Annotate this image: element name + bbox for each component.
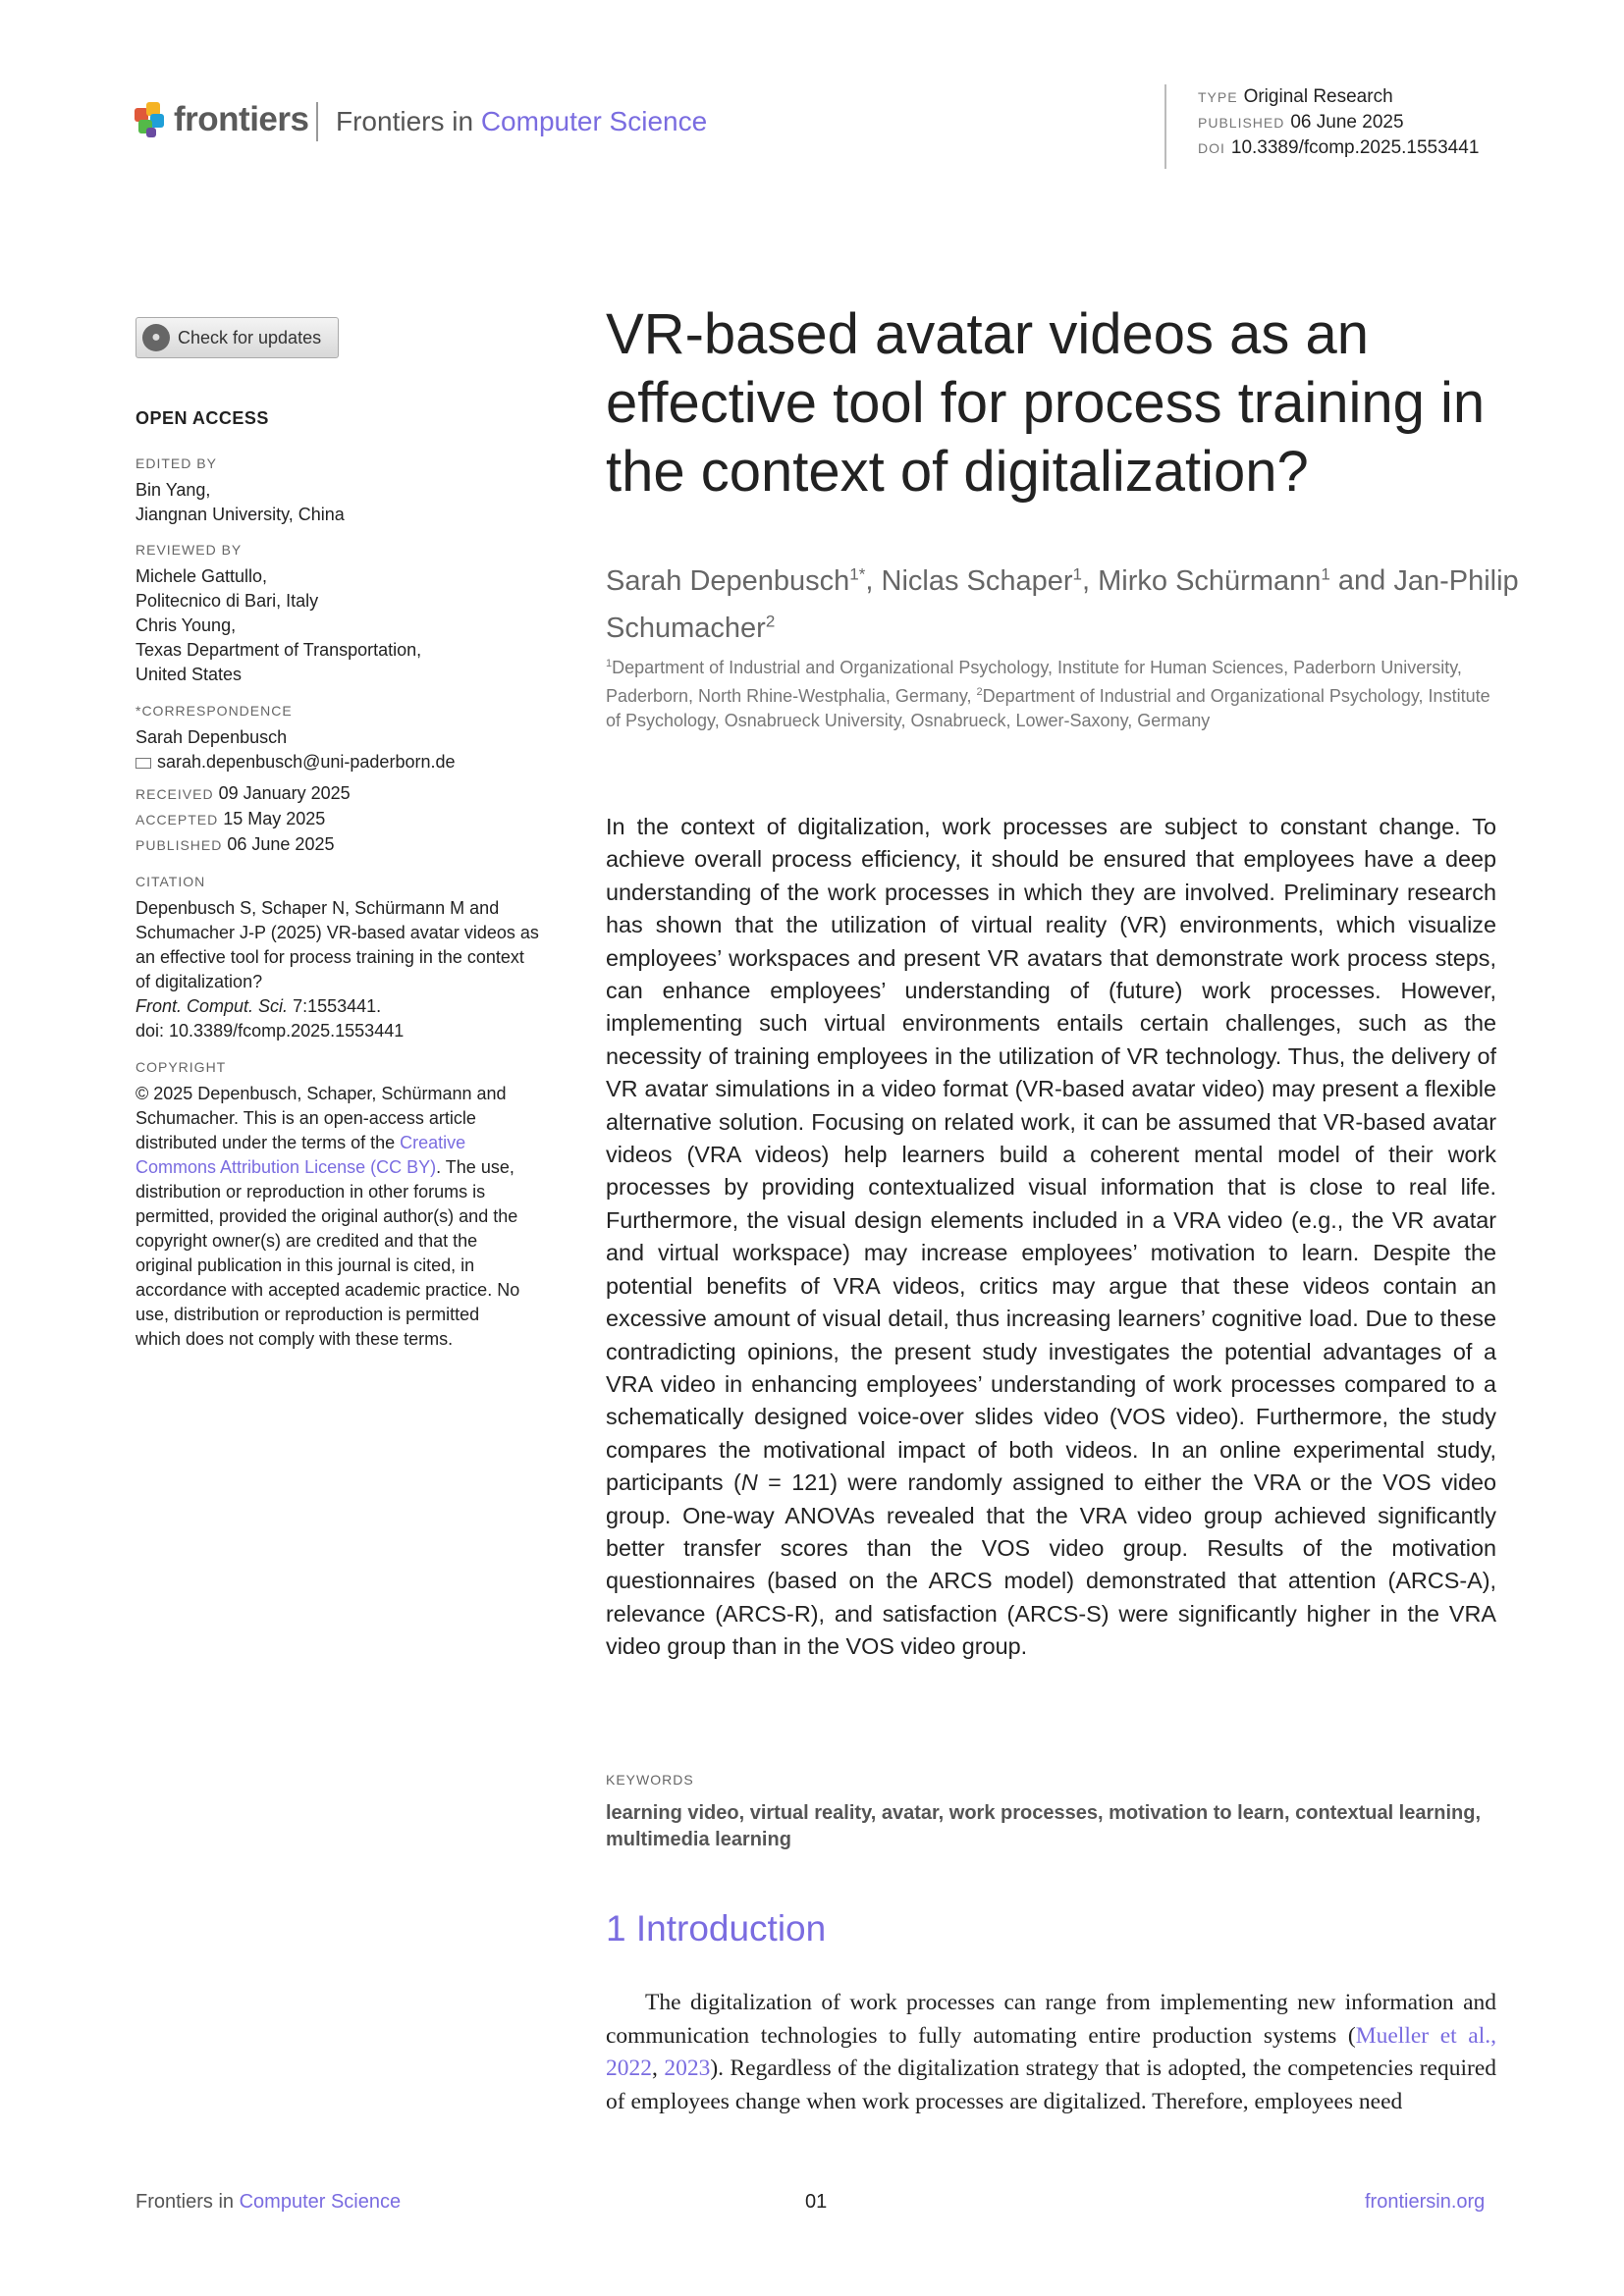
author-name: Niclas Schaper [881, 564, 1073, 597]
frontiers-logo-icon [135, 102, 166, 137]
footer-journal-prefix: Frontiers in [135, 2191, 240, 2213]
type-label: TYPE [1198, 89, 1238, 105]
author[interactable] [1098, 565, 1330, 597]
published-label: PUBLISHED [135, 837, 223, 853]
footer-site-link[interactable]: frontiersin.org [1365, 2191, 1486, 2213]
article-title: VR-based avatar videos as an effective tool for process training in the context of digitalization? [606, 302, 1486, 504]
abstract-n: N [740, 1469, 758, 1496]
author-sup: 1 [1321, 564, 1330, 583]
copyright-post: . The use, distribution or reproduction in other forums is permitted, provided the original author(s) and the copyright owner(s) are credited and that the original publication in this journal is cited, in accordance with accepted academic practice. No use, distribution or reproduction is permitted which does not comply with these terms. [135, 1157, 520, 1349]
check-updates-label: Check for updates [178, 327, 322, 347]
intro-text: The digitalization of work processes can range from implementing new information and communication technologies to fully automating entire production systems ( [606, 1990, 1496, 2049]
open-access [135, 406, 548, 431]
intro-text: ). Regardless of the digitalization strategy that is adopted, the competencies required of employees change when work processes are digitalized. Therefore, employees need [606, 2056, 1497, 2114]
check-updates-button[interactable] [135, 317, 339, 358]
type-value: Original Research [1243, 86, 1393, 107]
author-sup: 1 [1072, 564, 1082, 583]
reviewed-by-label: REVIEWED BY [135, 542, 243, 558]
author-separator: and [1329, 564, 1394, 597]
author-name: Mirko Schürmann [1098, 564, 1322, 597]
license-link[interactable]: Creative Commons Attribution License (CC BY) [135, 1133, 466, 1177]
affil-sup: 2 [976, 686, 983, 698]
copyright-section [135, 1055, 528, 1352]
citation-doi[interactable]: doi: 10.3389/fcomp.2025.1553441 [135, 1021, 405, 1041]
journal-name[interactable] [316, 102, 707, 141]
open-access-label: OPEN ACCESS [135, 408, 269, 428]
intro-paragraph [606, 1987, 1496, 2118]
author-name: Sarah Depenbusch [606, 564, 850, 597]
abstract-text: = 121) were randomly assigned to either the VRA or the VOS video group. One-way ANOVAs revealed that the VRA video group achieved significantly better transfer scores than the VOS video group. Results of the motivation questionnaires (based on the ARCS model) demonstrated that attention (ARCS-A), relevance (ARCS-R), and satisfaction (ARCS-S) were significantly higher in the VRA video group than in the VOS video group. [606, 1469, 1496, 1660]
journal-title: Computer Science [480, 106, 708, 136]
reviewer-line: Chris Young, [135, 615, 237, 635]
abstract [606, 811, 1496, 1664]
reviewer-line: Texas Department of Transportation, [135, 640, 422, 660]
editor-affiliation: Jiangnan University, China [135, 505, 345, 524]
citation-label: CITATION [135, 874, 206, 889]
edited-by-section [135, 452, 548, 527]
copyright-label: COPYRIGHT [135, 1059, 227, 1075]
mail-icon [135, 758, 151, 769]
section-heading: 1 Introduction [606, 1908, 827, 1949]
keywords: learning video, virtual reality, avatar, work processes, motivation to learn, contextual learning, multimedia learning [606, 1802, 1482, 1850]
frontiers-logo[interactable] [135, 100, 308, 139]
copyright-pre: © 2025 Depenbusch, Schaper, Schürmann and Schumacher. This is an open-access article distributed under the terms of the [135, 1084, 507, 1152]
author[interactable] [606, 565, 865, 597]
footer-journal-name: Computer Science [239, 2191, 402, 2213]
affiliation-1: Department of Industrial and Organizational Psychology, Institute for Human Sciences, Paderborn University, Paderborn, North Rhine-Westphalia, Germany, [606, 658, 1462, 706]
affil-sup: 1 [606, 658, 613, 669]
citation-link[interactable]: 2023 [664, 2056, 711, 2081]
footer-journal[interactable] [135, 2191, 401, 2214]
affiliations [606, 652, 1509, 733]
correspondence-name: Sarah Depenbusch [135, 727, 288, 747]
citation-volume: 7:1553441. [288, 996, 382, 1016]
correspondence-label: *CORRESPONDENCE [135, 703, 293, 719]
check-updates-icon: ● [142, 324, 170, 351]
author-separator: , [865, 564, 882, 597]
editor-name: Bin Yang, [135, 480, 211, 500]
page-number: 01 [805, 2191, 828, 2213]
edited-by-label: EDITED BY [135, 455, 217, 471]
author-sup: 1* [849, 564, 866, 583]
abstract-text: In the context of digitalization, work processes are subject to constant change. To achieve overall process efficiency, it should be ensured that employees have a deep understanding of the work processes in which they are involved. Preliminary research has shown that the utilization of virtual reality (VR) environments, which visualize employees’ workspaces and present VR avatars that demonstrate work process steps, can enhance employees’ understanding of (future) work processes. However, implementing such virtual environments entails certain challenges, such as the necessity of training employees in the utilization of VR technology. Thus, the delivery of VR avatar simulations in a video format (VR-based avatar video) may present a flexible alternative solution. Focusing on related work, it can be assumed that VR-based avatar videos (VRA videos) help learners build a coherent mental model of their work processes by providing contextualized visual information that is close to real life. Furthermore, the visual design elements included in a VRA video (e.g., the VR avatar and virtual workspace) may increase employees’ motivation to learn. Despite the potential benefits of VRA videos, critics may argue that these videos contain an excessive amount of visual detail, thus increasing learners’ cognitive load. Due to these contradicting opinions, the present study investigates the potential advantages of a VRA video in enhancing employees’ understanding of work processes compared to a schematically designed voice-over slides video (VOS video). Furthermore, the study compares the motivational impact of both videos. In an online experimental study, participants ( [606, 814, 1496, 1496]
dates-section [135, 781, 548, 858]
published-value: 06 June 2025 [1290, 112, 1404, 133]
affiliation-2: Department of Industrial and Organizational Psychology, Institute of Psychology, Osnabrueck University, Osnabrueck, Lower-Saxony, Germany [606, 686, 1490, 730]
correspondence-section [135, 699, 548, 774]
journal-prefix: Frontiers in [336, 106, 474, 136]
correspondence-email-row[interactable] [135, 750, 548, 774]
accepted-date: 15 May 2025 [223, 809, 326, 828]
reviewer-line: Politecnico di Bari, Italy [135, 591, 319, 611]
citation-link[interactable]: Mueller et al., 2022 [606, 2022, 1496, 2081]
reviewer-line: Michele Gattullo, [135, 566, 268, 586]
accepted-label: ACCEPTED [135, 812, 219, 828]
author-name: Jan-Philip Schumacher [606, 564, 1519, 645]
doi-value[interactable]: 10.3389/fcomp.2025.1553441 [1230, 137, 1480, 158]
author[interactable] [882, 565, 1083, 597]
received-date: 09 January 2025 [218, 783, 351, 803]
published-date: 06 June 2025 [227, 834, 335, 854]
received-label: RECEIVED [135, 786, 214, 802]
citation-section [135, 870, 543, 1043]
logo-text: frontiers [174, 100, 309, 138]
citation-journal: Front. Comput. Sci. [135, 996, 289, 1016]
article-meta [1164, 84, 1479, 169]
doi-label: DOI [1198, 140, 1225, 156]
published-label: PUBLISHED [1198, 115, 1285, 131]
citation-text: Depenbusch S, Schaper N, Schürmann M and Schumacher J-P (2025) VR-based avatar videos as an effective tool for process training in the context of digitalization? [135, 898, 539, 991]
ref-separator: , [652, 2056, 665, 2081]
keywords-label: KEYWORDS [606, 1772, 694, 1788]
author-list [606, 554, 1519, 649]
reviewer-line: United States [135, 665, 243, 684]
author-separator: , [1082, 564, 1099, 597]
reviewed-by-section [135, 538, 548, 687]
author-sup: 2 [765, 612, 776, 631]
correspondence-email[interactable]: sarah.depenbusch@uni-paderborn.de [157, 752, 456, 772]
copyright-text [135, 1082, 528, 1352]
